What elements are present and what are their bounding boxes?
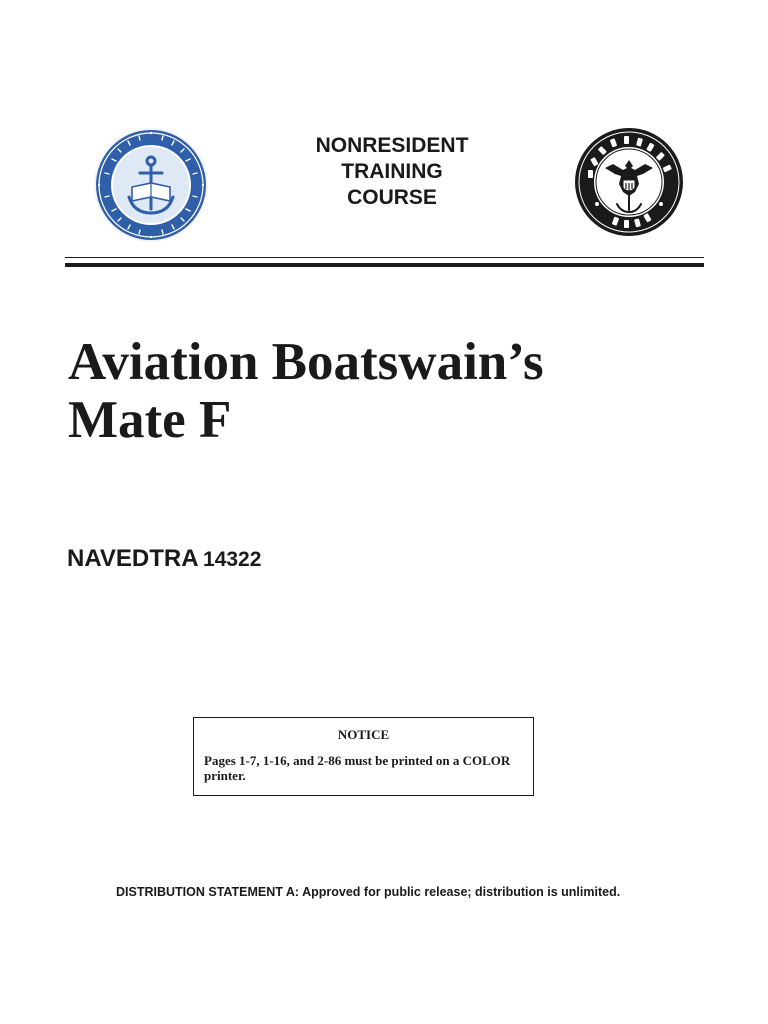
course-title-line-1: Aviation Boatswain’s: [68, 333, 544, 391]
course-type-heading: [292, 133, 492, 211]
header-divider-thick: [65, 263, 704, 267]
distribution-statement: DISTRIBUTION STATEMENT A: Approved for public release; distribution is unlimited.: [116, 885, 621, 899]
document-number-value: 14322: [203, 548, 262, 571]
document-number-label: NAVEDTRA: [67, 545, 199, 572]
us-navy-emblem-icon: [573, 126, 685, 238]
course-title-line-2: Mate F: [68, 391, 232, 449]
course-line-2: TRAINING: [341, 160, 443, 183]
netpdtc-seal-icon: [92, 125, 210, 245]
course-line-1: NONRESIDENT: [315, 134, 469, 157]
notice-box: [193, 717, 534, 796]
us-navy-seal: [573, 126, 685, 238]
course-title: [68, 333, 728, 449]
course-line-3: COURSE: [347, 186, 437, 209]
header-divider-thin: [65, 257, 704, 258]
notice-text: Pages 1-7, 1-16, and 2-86 must be printed on a COLOR printer.: [204, 753, 511, 783]
netpdtc-seal: [92, 125, 210, 245]
document-number: [67, 545, 261, 573]
notice-title: NOTICE: [337, 727, 390, 742]
